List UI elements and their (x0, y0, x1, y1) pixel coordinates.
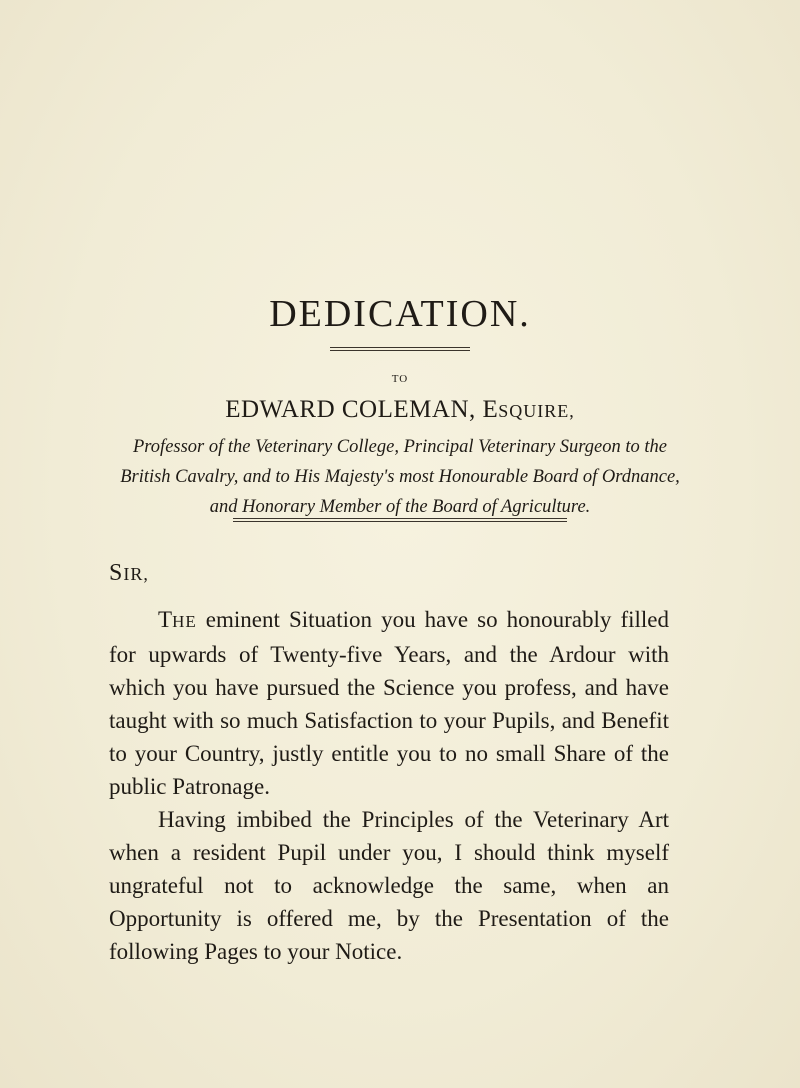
paragraph: Having imbibed the Principles of the Veterinary Art when a resident Pupil under you, I should think myself ungrateful not to acknowledge the same, when an Opportunity is offered me, by the Presentation of the following Pages to your Notice. (109, 807, 669, 964)
paragraph (109, 603, 669, 803)
dedication-heading: DEDICATION. (269, 293, 531, 335)
addressee (0, 395, 800, 426)
divider-rule (233, 518, 567, 522)
salutation (109, 560, 149, 587)
salutation-rest: IR, (123, 564, 149, 584)
salutation-initial: S (109, 560, 124, 586)
addressee-title-initial: E (482, 396, 499, 423)
addressee-title-rest: SQUIRE, (498, 401, 575, 421)
paragraph-text: eminent Situation you have so honourably filled for upwards of Twenty-five Years, and the Ardour with which you have pursued the Science you profess, and have taught with so much Satisfaction to your Pupils, and Benefit to your Country, justly entitle you to no small Share of the public Patronage. (109, 607, 669, 799)
paragraph-lead-initial: T (158, 607, 173, 632)
divider-rule (330, 347, 470, 351)
dedication-body (109, 603, 669, 968)
addressee-credentials: Professor of the Veterinary College, Principal Veterinary Surgeon to the British Cavalry, and to His Majesty's most Honourable Board of Ordnance, and Honorary Member of the Board of Agriculture. (120, 437, 680, 517)
to-label: TO (391, 373, 409, 385)
paragraph-lead-rest: HE (172, 612, 197, 631)
addressee-name: EDWARD COLEMAN, (225, 396, 483, 423)
